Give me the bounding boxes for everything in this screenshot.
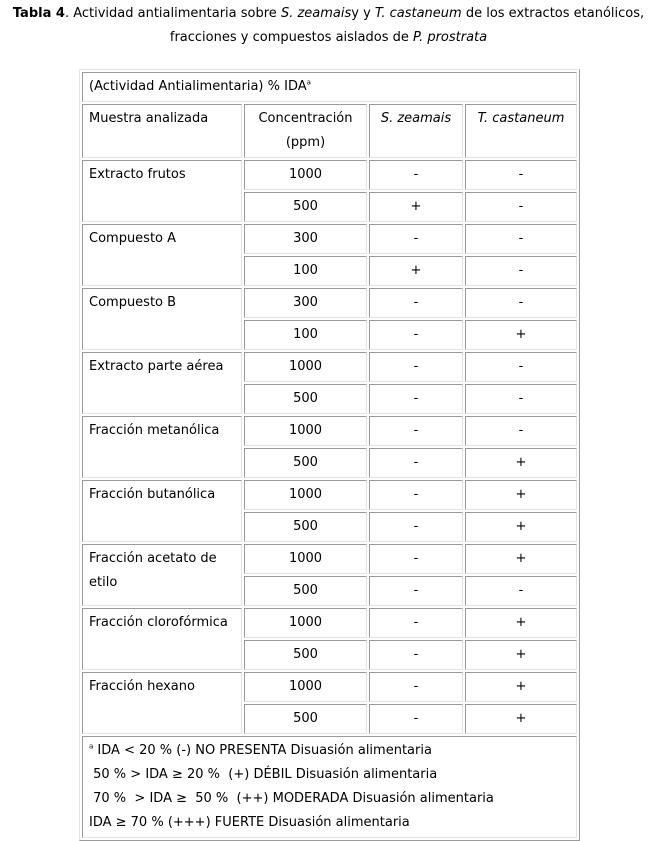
- t-castaneum-value: +: [465, 544, 577, 574]
- sample-name: Fracción hexano: [82, 672, 242, 734]
- t-castaneum-value: +: [465, 704, 577, 734]
- table-row: [82, 480, 577, 510]
- sample-name: Fracción butanólica: [82, 480, 242, 542]
- table-title-row: [82, 72, 577, 102]
- header-concentration-label: Concentración: [258, 111, 353, 126]
- header-s-zeamais: S. zeamais: [369, 104, 463, 158]
- table-title-text: (Actividad Antialimentaria) % IDA: [89, 79, 307, 94]
- s-zeamais-value: -: [369, 704, 463, 734]
- t-castaneum-value: +: [465, 320, 577, 350]
- t-castaneum-value: -: [465, 352, 577, 382]
- table-row: [82, 608, 577, 638]
- concentration-value: 1000: [244, 480, 367, 510]
- concentration-value: 1000: [244, 672, 367, 702]
- concentration-value: 500: [244, 512, 367, 542]
- s-zeamais-value: -: [369, 640, 463, 670]
- s-zeamais-value: -: [369, 480, 463, 510]
- species-name: P. prostrata: [413, 30, 488, 45]
- t-castaneum-value: +: [465, 480, 577, 510]
- concentration-value: 1000: [244, 544, 367, 574]
- table-row: [82, 672, 577, 702]
- concentration-value: 500: [244, 704, 367, 734]
- caption-line-1: [0, 2, 657, 26]
- footnote-marker: a: [89, 742, 94, 751]
- footnote-line: 50 % > IDA ≥ 20 % (+) DÉBIL Disuasión alimentaria: [89, 767, 438, 782]
- table-row: [82, 544, 577, 574]
- t-castaneum-value: -: [465, 416, 577, 446]
- caption-text: y y: [351, 6, 375, 21]
- table-row: [82, 288, 577, 318]
- t-castaneum-value: -: [465, 576, 577, 606]
- s-zeamais-value: -: [369, 544, 463, 574]
- table-row: [82, 224, 577, 254]
- footnote-row: [82, 736, 577, 838]
- header-sample: Muestra analizada: [82, 104, 242, 158]
- s-zeamais-value: -: [369, 672, 463, 702]
- table-row: [82, 160, 577, 190]
- t-castaneum-value: -: [465, 256, 577, 286]
- concentration-value: 100: [244, 256, 367, 286]
- t-castaneum-value: +: [465, 448, 577, 478]
- footnote-line: IDA ≥ 70 % (+++) FUERTE Disuasión alimentaria: [89, 815, 410, 830]
- concentration-value: 1000: [244, 608, 367, 638]
- table-caption: [0, 0, 657, 50]
- t-castaneum-value: -: [465, 224, 577, 254]
- table-row: [82, 352, 577, 382]
- concentration-value: 500: [244, 192, 367, 222]
- caption-line-2: [0, 26, 657, 50]
- footnote-line: [89, 739, 570, 763]
- t-castaneum-value: -: [465, 288, 577, 318]
- header-concentration-unit: (ppm): [285, 135, 326, 150]
- species-name: S. zeamais: [280, 6, 352, 21]
- table-row: [82, 416, 577, 446]
- s-zeamais-value: +: [369, 256, 463, 286]
- table-title: [82, 72, 577, 102]
- concentration-value: 100: [244, 320, 367, 350]
- s-zeamais-value: +: [369, 192, 463, 222]
- t-castaneum-value: +: [465, 512, 577, 542]
- concentration-value: 500: [244, 640, 367, 670]
- s-zeamais-value: -: [369, 384, 463, 414]
- caption-label: Tabla 4: [12, 6, 65, 21]
- concentration-value: 1000: [244, 160, 367, 190]
- sample-name: Extracto frutos: [82, 160, 242, 222]
- s-zeamais-value: -: [369, 352, 463, 382]
- header-concentration: [244, 104, 367, 158]
- s-zeamais-value: -: [369, 416, 463, 446]
- concentration-value: 1000: [244, 352, 367, 382]
- t-castaneum-value: -: [465, 192, 577, 222]
- caption-text: de los extractos etanólicos,: [461, 6, 645, 21]
- t-castaneum-value: -: [465, 384, 577, 414]
- s-zeamais-value: -: [369, 512, 463, 542]
- s-zeamais-value: -: [369, 608, 463, 638]
- s-zeamais-value: -: [369, 224, 463, 254]
- sample-name: Extracto parte aérea: [82, 352, 242, 414]
- s-zeamais-value: -: [369, 576, 463, 606]
- footnote-text: IDA < 20 % (-) NO PRESENTA Disuasión alimentaria: [93, 743, 432, 758]
- t-castaneum-value: +: [465, 672, 577, 702]
- header-row: [82, 104, 577, 158]
- concentration-value: 1000: [244, 416, 367, 446]
- caption-text: . Actividad antialimentaria sobre: [64, 6, 281, 21]
- sample-name: Fracción metanólica: [82, 416, 242, 478]
- footnote: [82, 736, 577, 838]
- t-castaneum-value: +: [465, 640, 577, 670]
- sample-name: Compuesto B: [82, 288, 242, 350]
- s-zeamais-value: -: [369, 288, 463, 318]
- t-castaneum-value: -: [465, 160, 577, 190]
- s-zeamais-value: -: [369, 160, 463, 190]
- s-zeamais-value: -: [369, 320, 463, 350]
- species-name: T. castaneum: [374, 6, 462, 21]
- concentration-value: 500: [244, 448, 367, 478]
- caption-text: fracciones y compuestos aislados de: [169, 30, 413, 45]
- concentration-value: 300: [244, 288, 367, 318]
- footnote-marker: a: [306, 78, 311, 87]
- s-zeamais-value: -: [369, 448, 463, 478]
- concentration-value: 500: [244, 384, 367, 414]
- sample-name: Compuesto A: [82, 224, 242, 286]
- concentration-value: 500: [244, 576, 367, 606]
- antifeedant-table: [79, 69, 580, 841]
- footnote-line: 70 % > IDA ≥ 50 % (++) MODERADA Disuasión alimentaria: [89, 791, 494, 806]
- concentration-value: 300: [244, 224, 367, 254]
- sample-name: Fracción acetato de etilo: [82, 544, 242, 606]
- header-t-castaneum: T. castaneum: [465, 104, 577, 158]
- t-castaneum-value: +: [465, 608, 577, 638]
- sample-name: Fracción clorofórmica: [82, 608, 242, 670]
